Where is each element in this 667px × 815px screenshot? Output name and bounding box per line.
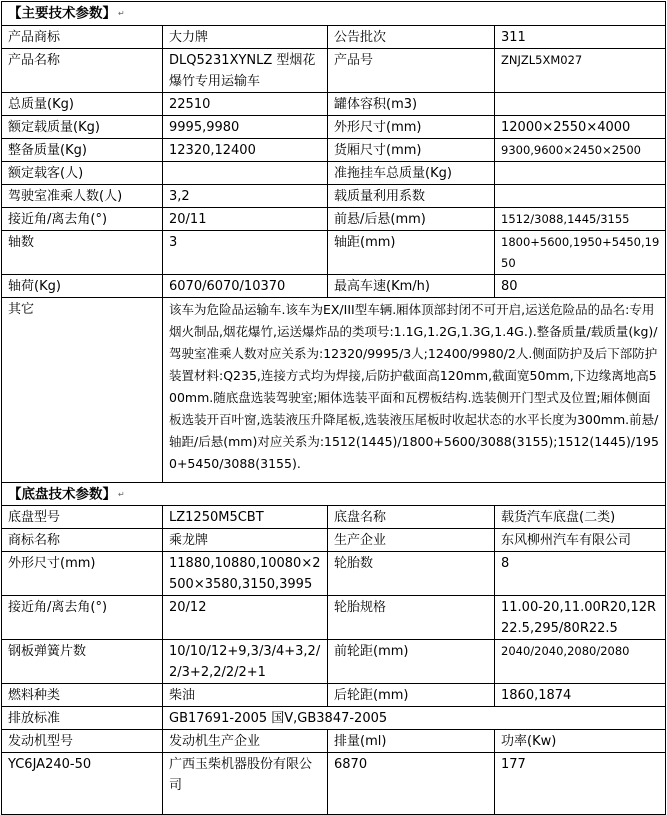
table-row [2,92,666,115]
main-section-title: 【主要技术参数】 ↵ [2,2,666,26]
chassis-section-title: 【底盘技术参数】 ↵ [2,482,666,506]
param-label: 外形尺寸(mm) [2,552,163,596]
param-label: 底盘名称 [328,506,495,529]
param-value: LZ1250M5CBT [163,506,328,529]
param-label: 外形尺寸(mm) [328,115,495,138]
param-label: 后轮距(mm) [328,684,495,707]
param-label: 生产企业 [328,529,495,552]
table-row [2,274,666,297]
param-label: 罐体容积(m3) [328,92,495,115]
param-value [495,161,666,184]
engine-maker: 广西玉柴机器股份有限公司 [163,753,328,815]
param-value [495,92,666,115]
param-label: 底盘型号 [2,506,163,529]
param-label: 准拖挂车总质量(Kg) [328,161,495,184]
param-value: 11880,10880,10080×2500×3580,3150,3995 [163,552,328,596]
param-value: 20/12 [163,596,328,640]
spec-table [1,1,666,815]
other-row [2,297,666,482]
param-value: 东风柳州汽车有限公司 [495,529,666,552]
spec-document [1,1,666,793]
param-value: 12000×2550×4000 [495,115,666,138]
emission-row [2,707,666,730]
param-label: 钢板弹簧片数 [2,640,163,684]
param-label: 总质量(Kg) [2,92,163,115]
table-row [2,640,666,684]
param-label: 额定载客(人) [2,161,163,184]
param-value: 8 [495,552,666,596]
param-label: 产品商标 [2,25,163,48]
param-value: 20/11 [163,207,328,230]
param-label: 产品号 [328,48,495,92]
param-label: 前悬/后悬(mm) [328,207,495,230]
emission-label: 排放标准 [2,707,163,730]
table-row [2,25,666,48]
param-value: 3 [163,230,328,274]
engine-row [2,753,666,815]
engine-power: 177 [495,753,666,815]
param-value: 柴油 [163,684,328,707]
param-value: DLQ5231XYNLZ 型烟花爆竹专用运输车 [163,48,328,92]
param-label: 燃料种类 [2,684,163,707]
param-label: 接近角/离去角(°) [2,596,163,640]
param-value: 22510 [163,92,328,115]
param-value: 2040/2040,2080/2080 [495,640,666,684]
param-value: 1512/3088,1445/3155 [495,207,666,230]
param-label: 驾驶室准乘人数(人) [2,184,163,207]
emission-value: GB17691-2005 国Ⅴ,GB3847-2005 [163,707,666,730]
param-label: 商标名称 [2,529,163,552]
engine-maker-header: 发动机生产企业 [163,730,328,753]
param-value [163,161,328,184]
engine-header-row [2,730,666,753]
param-label: 轴距(mm) [328,230,495,274]
table-row [2,684,666,707]
param-value: ZNJZL5XM027 [495,48,666,92]
param-label: 额定载质量(Kg) [2,115,163,138]
param-value: 载货汽车底盘(二类) [495,506,666,529]
main-section-header-row [2,2,666,26]
table-row [2,230,666,274]
chassis-section-header-row [2,482,666,506]
param-label: 接近角/离去角(°) [2,207,163,230]
table-row [2,596,666,640]
param-label: 轮胎数 [328,552,495,596]
param-value: 1800+5600,1950+5450,1950 [495,230,666,274]
other-label: 其它 [2,297,163,482]
param-label: 轴荷(Kg) [2,274,163,297]
engine-displacement: 6870 [328,753,495,815]
engine-displacement-header: 排量(ml) [328,730,495,753]
table-row [2,115,666,138]
param-value: 11.00-20,11.00R20,12R22.5,295/80R22.5 [495,596,666,640]
param-label: 前轮距(mm) [328,640,495,684]
param-value: 9300,9600×2450×2500 [495,138,666,161]
engine-power-header: 功率(Kw) [495,730,666,753]
param-value: 1860,1874 [495,684,666,707]
param-value: 3,2 [163,184,328,207]
param-value: 乘龙牌 [163,529,328,552]
param-value: 80 [495,274,666,297]
param-label: 载质量利用系数 [328,184,495,207]
param-label: 产品名称 [2,48,163,92]
engine-model-header: 发动机型号 [2,730,163,753]
param-value: 10/10/12+9,3/3/4+3,2/2/3+2,2/2/2+1 [163,640,328,684]
table-row [2,48,666,92]
param-label: 最高车速(Km/h) [328,274,495,297]
param-value: 大力牌 [163,25,328,48]
table-row [2,138,666,161]
table-row [2,529,666,552]
param-value [495,184,666,207]
param-value: 9995,9980 [163,115,328,138]
other-text: 该车为危险品运输车.该车为EX/III型车辆.厢体顶部封闭不可开启,运送危险品的品名:专用烟火制品,烟花爆竹,运送爆炸品的类项号:1.1G,1.2G,1.3G,1.4G.).整备质量/载质量(kg)/驾驶室准乘人数对应关系为:12320/9995/3人;12400/9980/2人.侧面防护及后下部防护装置材料:Q235,连接方式均为焊接,后防护截面高120mm,截面宽50mm,下边缘离地高500mm.随底盘选装驾驶室;厢体选装平面和瓦楞板结构.选装侧开门型式及位置;厢体侧面板选装开百叶窗,选装液压升降尾板,选装液压尾板时收起状态的水平长度为300mm.前悬/轴距/后悬(mm)对应关系为:1512(1445)/1800+5600/3088(3155);1512(1445)/1950+5450/3088(3155). [163,297,666,482]
param-label: 轴数 [2,230,163,274]
param-label: 公告批次 [328,25,495,48]
table-row [2,184,666,207]
engine-model: YC6JA240-50 [2,753,163,815]
table-row [2,207,666,230]
table-row [2,552,666,596]
param-value: 12320,12400 [163,138,328,161]
param-value: 6070/6070/10370 [163,274,328,297]
param-label: 货厢尺寸(mm) [328,138,495,161]
table-row [2,506,666,529]
param-label: 整备质量(Kg) [2,138,163,161]
param-label: 轮胎规格 [328,596,495,640]
table-row [2,161,666,184]
param-value: 311 [495,25,666,48]
